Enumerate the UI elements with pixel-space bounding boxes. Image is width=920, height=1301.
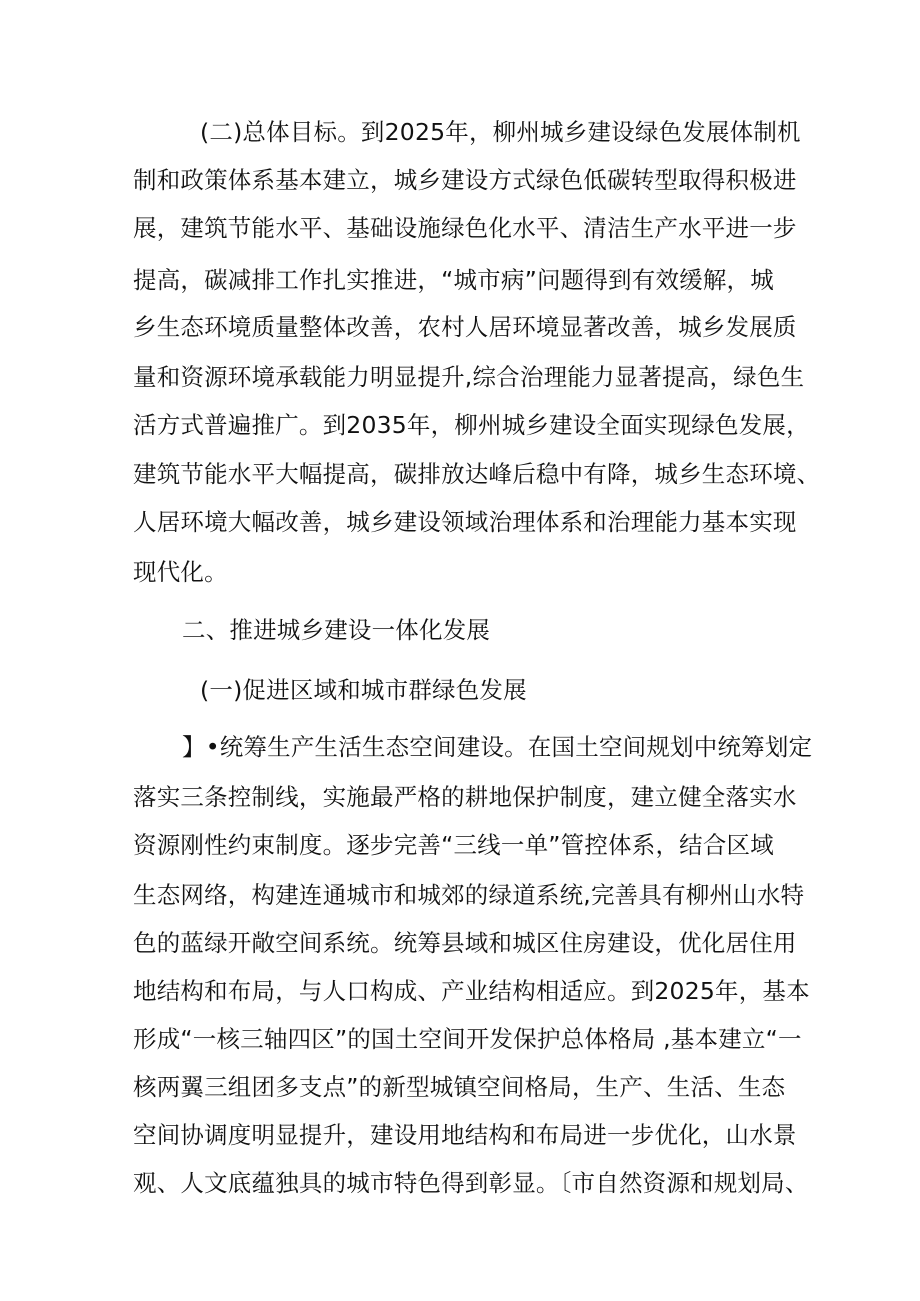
paragraph-line: 建筑节能水平大幅提高，碳排放达峰后稳中有降，城乡生态环境、	[133, 460, 821, 488]
paragraph-line: 量和资源环境承载能力明显提升,综合治理能力显著提高，绿色生	[133, 363, 805, 391]
paragraph-line: 展，建筑节能水平、基础设施绿色化水平、清洁生产水平进一步	[133, 214, 797, 242]
section-heading: 二、推进城乡建设一体化发展	[182, 616, 491, 644]
paragraph-line: 形成“一核三轴四区”的国土空间开发保护总体格局 ,基本建立“一	[133, 1025, 802, 1053]
paragraph-line: 观、人文底蕴独具的城市特色得到彰显。〔市自然资源和规划局、	[133, 1169, 809, 1197]
paragraph-line: 提高，碳减排工作扎实推进，“城市病”问题得到有效缓解，城	[133, 266, 774, 294]
paragraph-line: 现代化。	[133, 558, 228, 586]
paragraph-line: 活方式普遍推广。到2035年，柳州城乡建设全面实现绿色发展，	[133, 411, 810, 439]
paragraph-line: 核两翼三组团多支点”的新型城镇空间格局，生产、生活、生态	[133, 1073, 786, 1101]
paragraph-line: 制和政策体系基本建立，城乡建设方式绿色低碳转型取得积极进	[133, 166, 797, 194]
paragraph-line: (二)总体目标。到2025年，柳州城乡建设绿色发展体制机	[200, 118, 801, 146]
paragraph-line: 生态网络，构建连通城市和城郊的绿道系统,完善具有柳州山水特	[133, 881, 805, 909]
subsection-heading: (一)促进区域和城市群绿色发展	[200, 676, 527, 704]
paragraph-line: 人居环境大幅改善，城乡建设领域治理体系和治理能力基本实现	[133, 508, 797, 536]
paragraph-line: 乡生态环境质量整体改善，农村人居环境显著改善，城乡发展质	[133, 313, 797, 341]
paragraph-line: 】•统筹生产生活生态空间建设。在国土空间规划中统筹划定	[182, 733, 813, 761]
paragraph-line: 空间协调度明显提升，建设用地结构和布局进一步优化，山水景	[133, 1121, 797, 1149]
paragraph-line: 落实三条控制线，实施最严格的耕地保护制度，建立健全落实水	[133, 783, 797, 811]
paragraph-line: 色的蓝绿开敞空间系统。统筹县域和城区住房建设，优化居住用	[133, 929, 797, 957]
paragraph-line: 地结构和布局，与人口构成、产业结构相适应。到2025年，基本	[133, 977, 810, 1005]
paragraph-line: 资源刚性约束制度。逐步完善“三线一单”管控体系，结合区域	[133, 831, 774, 859]
